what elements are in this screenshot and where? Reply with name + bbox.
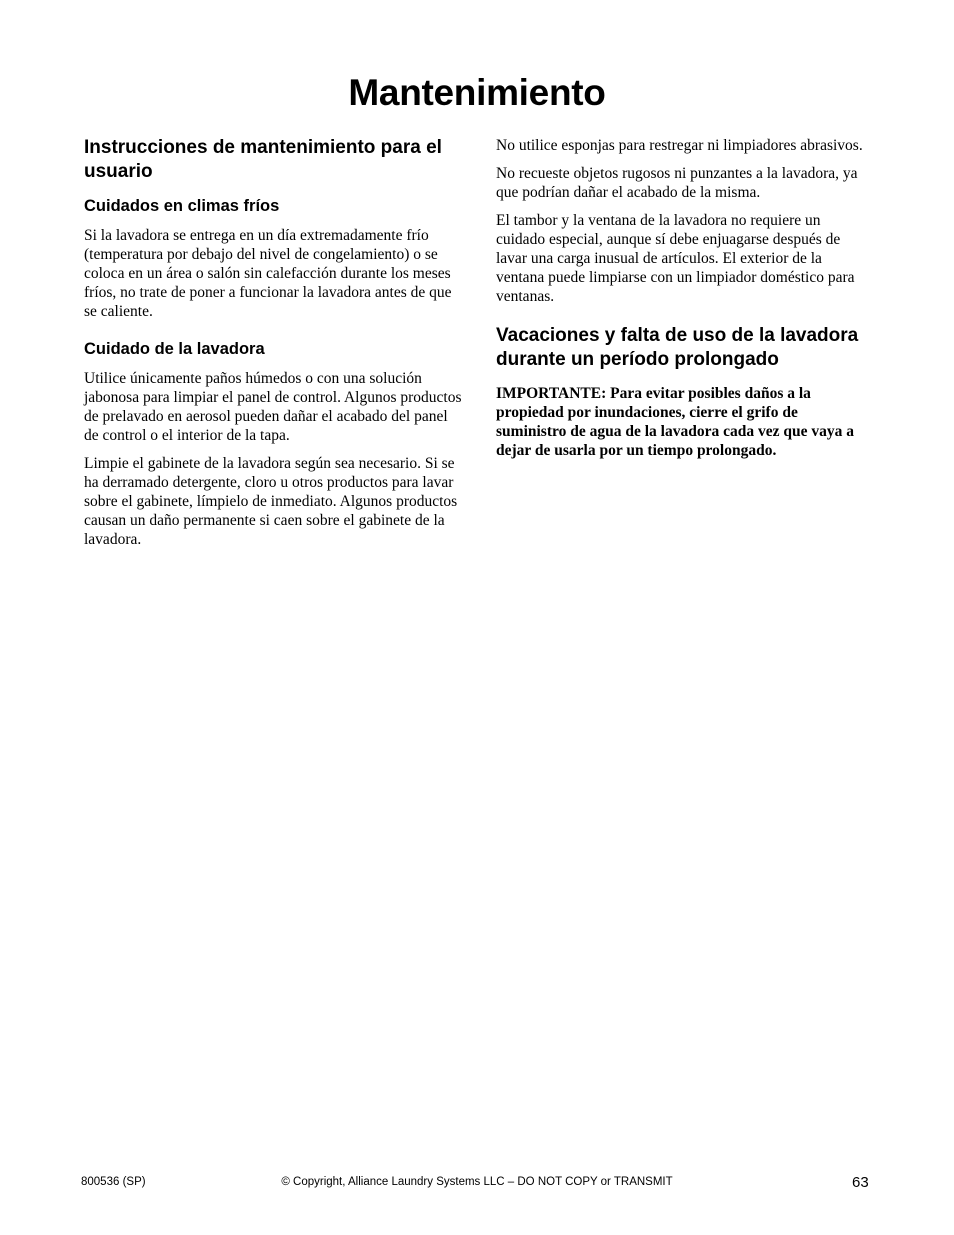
paragraph-cold-weather: Si la lavadora se entrega en un día extremadamente frío (temperatura por debajo del nivel de congelamiento) o se coloca en un área o salón sin calefacción durante los meses fríos, no trate de poner a funcionar la lavadora antes de que se caliente.	[84, 227, 452, 320]
section-heading-vacation: Vacaciones y falta de uso de la lavadora durante un período prolongado	[496, 325, 859, 370]
important-notice: IMPORTANTE: Para evitar posibles daños a la propiedad por inundaciones, cierre el grifo de suministro de agua de la lavadora cada vez que vaya a dejar de usarla por un tiempo prolongado.	[496, 385, 854, 459]
page-title: Mantenimiento	[348, 72, 606, 113]
footer-page-number: 63	[852, 1174, 869, 1191]
footer-copyright: © Copyright, Alliance Laundry Systems LLC – DO NOT COPY or TRANSMIT	[281, 1176, 673, 1188]
subheading-cold-weather: Cuidados en climas fríos	[84, 197, 280, 215]
paragraph-sponges: No utilice esponjas para restregar ni limpiadores abrasivos.	[496, 137, 863, 154]
paragraph-drum-window: El tambor y la ventana de la lavadora no requiere un cuidado especial, aunque sí debe enjuagarse después de lavar una carga inusual de artículos. El exterior de la ventana puede limpiarse con un limpiador doméstico para ventanas.	[496, 212, 855, 305]
paragraph-control-panel: Utilice únicamente paños húmedos o con una solución jabonosa para limpiar el panel de control. Algunos productos de prelavado en aerosol pueden dañar el acabado del panel de control o el interior de la tapa.	[84, 370, 462, 444]
right-column	[496, 136, 866, 469]
section-heading-user-maintenance: Instrucciones de mantenimiento para el usuario	[84, 137, 442, 182]
paragraph-sharp-objects: No recueste objetos rugosos ni punzantes a la lavadora, ya que podrían dañar el acabado de la misma.	[496, 165, 858, 201]
subheading-washer-care: Cuidado de la lavadora	[84, 340, 265, 358]
left-column	[84, 136, 464, 558]
paragraph-cabinet: Limpie el gabinete de la lavadora según sea necesario. Si se ha derramado detergente, cloro u otros productos para lavar sobre el gabinete, límpielo de inmediato. Algunos productos causan un daño permanente si caen sobre el gabinete de la lavadora.	[84, 455, 458, 548]
footer-doc-number: 800536 (SP)	[81, 1176, 146, 1188]
